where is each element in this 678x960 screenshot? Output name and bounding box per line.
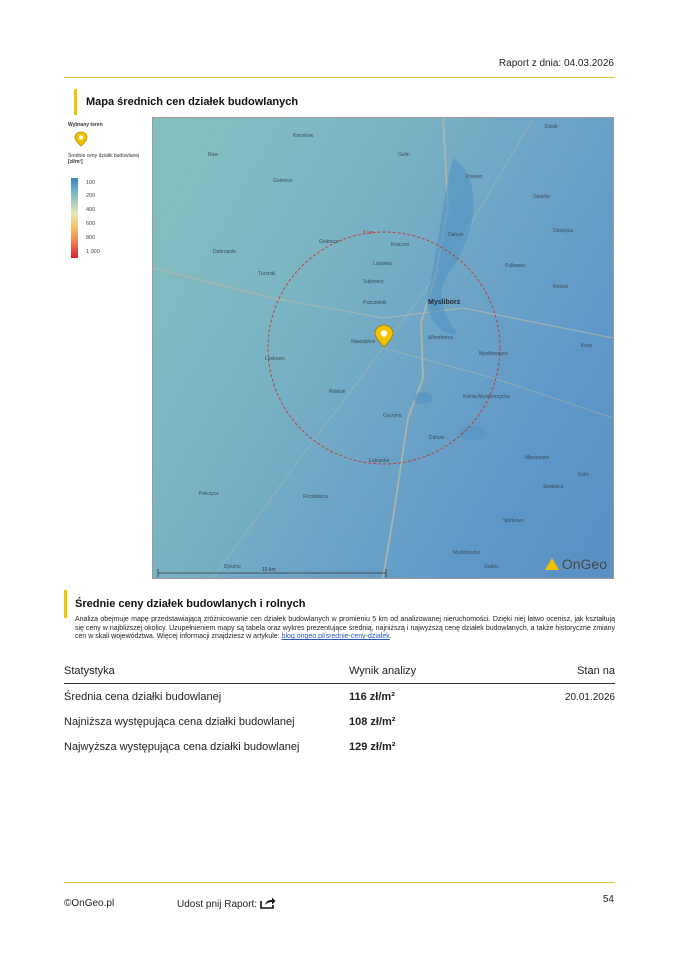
place-label: Łubianka xyxy=(369,458,390,464)
row-value: 129 zł/m² xyxy=(349,741,396,753)
place-label: Pulkowie xyxy=(505,263,526,269)
lake-shape xyxy=(413,392,433,404)
stats-section-title: Średnie ceny działek budowlanych i rolnych xyxy=(75,598,306,610)
header-divider xyxy=(64,77,615,78)
place-label: Golenice xyxy=(273,178,293,184)
place-label: Wierzbnica xyxy=(428,335,453,341)
header-wynik: Wynik analizy xyxy=(349,665,417,677)
place-label: Myśliboczko xyxy=(453,550,481,556)
price-map[interactable] xyxy=(152,117,614,579)
road-line xyxy=(383,348,613,418)
place-label: Smolnica xyxy=(543,484,564,490)
header-statystyka: Statystyka xyxy=(64,665,115,677)
place-label: Kolnia Mysliborzycka xyxy=(463,394,510,400)
place-label: Kraczno xyxy=(391,242,410,248)
legend-tick: 800 xyxy=(86,235,96,241)
place-label: Pełczyce xyxy=(199,491,220,497)
row-label: Najwyższa występująca cena działki budowlanej xyxy=(64,741,300,753)
stats-description: Analiza obejmuje mapę przedstawiającą zróżnicowanie cen działek budowlanych w promieniu 5 km od analizowanej nieruchomości. Dzięki niej łatwo ocenisz, jak kształtują się ceny w najbliższej okolicy. Uzupełnieniem mapy są tabela oraz wykres prezentujące średnią, najniższą i najwyższą cenę działek budowlanych, a także historyczne zmiany cen w skali województwa. Więcej informacji znajdziesz w artykule: blog.ongeo.pl/srednie-ceny-dzialek. xyxy=(75,616,615,641)
place-label: Sulimierz xyxy=(363,279,384,285)
legend-tick: 100 xyxy=(86,180,96,186)
table-row xyxy=(64,691,615,707)
place-label: Spirkowo xyxy=(503,518,524,524)
place-label: Ostrzyca xyxy=(553,228,573,234)
place-label: Gryzyna xyxy=(383,413,402,419)
footer-divider xyxy=(64,882,615,883)
place-label: Rozdolnica xyxy=(303,494,328,500)
road-line xyxy=(383,118,448,578)
legend-tick: 400 xyxy=(86,207,96,213)
article-link[interactable]: blog.ongeo.pl/srednie-ceny-dzialek xyxy=(281,633,390,641)
section-accent-bar xyxy=(64,590,67,618)
place-label: Pszczelnik xyxy=(363,300,387,306)
page-number: 54 xyxy=(602,894,614,905)
place-label: Gądno xyxy=(484,564,500,570)
place-label: Kolin xyxy=(578,472,590,478)
table-row xyxy=(64,741,615,757)
place-label: Dyszno xyxy=(224,564,241,570)
place-label: Dolsk xyxy=(545,124,558,130)
place-label: Pniewo xyxy=(466,174,483,180)
table-header-divider xyxy=(64,683,615,684)
table-row xyxy=(64,716,615,732)
place-label: Rościn xyxy=(553,284,569,290)
row-value: 116 zł/m² xyxy=(349,691,395,703)
road-line xyxy=(213,118,533,578)
ongeo-logo: OnGeo xyxy=(545,556,607,572)
place-label: Rokicie xyxy=(329,389,346,395)
share-label: Udost pnij Raport: xyxy=(177,899,258,910)
map-legend xyxy=(68,122,148,255)
row-label: Najniższa występująca cena działki budowlanej xyxy=(64,716,295,728)
legend-tick: 200 xyxy=(86,193,96,199)
legend-tick: 1 000 xyxy=(86,249,100,255)
legend-unit: [zł/m²] xyxy=(68,159,83,165)
place-label: Nawodzice xyxy=(351,339,376,345)
share-icon[interactable] xyxy=(260,897,276,909)
place-label: Dobropole xyxy=(213,249,237,255)
report-date: Raport z dnia: 04.03.2026 xyxy=(498,58,614,69)
radius-label: 5 km xyxy=(363,230,374,236)
footer-copyright: ©OnGeo.pl xyxy=(64,898,115,909)
map-overlay xyxy=(153,118,613,578)
legend-selected-label: Wybrany teren xyxy=(68,122,103,128)
location-pin-icon xyxy=(74,131,88,147)
place-label: Marcinowo xyxy=(525,455,550,461)
place-label: Laskowo xyxy=(265,356,285,362)
scale-bar-label: 10 km xyxy=(262,567,276,573)
header-stan: Stan na xyxy=(577,665,615,677)
legend-tick: 600 xyxy=(86,221,96,227)
legend-gradient xyxy=(71,178,78,258)
place-label: Glazów xyxy=(533,194,550,200)
lake-shape xyxy=(427,158,473,334)
place-label: Kozy xyxy=(581,343,593,349)
legend-scale-title: Średnie ceny działki budowlanej xyxy=(68,153,140,159)
row-value: 108 zł/m² xyxy=(349,716,396,728)
place-label: Mysliborzyce xyxy=(479,351,508,357)
place-label: Lutowka xyxy=(373,261,392,267)
place-label: Kierzkow xyxy=(293,133,314,139)
place-label: Turzniki xyxy=(258,271,276,277)
place-label: Mysliborz xyxy=(428,299,461,306)
place-label: Golin xyxy=(398,152,410,158)
row-date: 20.01.2026 xyxy=(564,692,615,703)
row-label: Średnia cena działki budowlanej xyxy=(64,691,222,703)
place-label: Dalsze xyxy=(429,435,445,441)
place-label: Row xyxy=(208,152,219,158)
ongeo-logo-icon xyxy=(545,558,559,570)
section-accent-bar xyxy=(74,89,77,115)
location-pin-icon xyxy=(375,325,393,347)
share-report-button[interactable] xyxy=(177,897,276,910)
place-label: Golenice xyxy=(319,239,339,245)
map-section-title: Mapa średnich cen działek budowlanych xyxy=(86,96,299,108)
place-label: Dalsze xyxy=(448,232,464,238)
stats-table-header xyxy=(64,665,615,681)
